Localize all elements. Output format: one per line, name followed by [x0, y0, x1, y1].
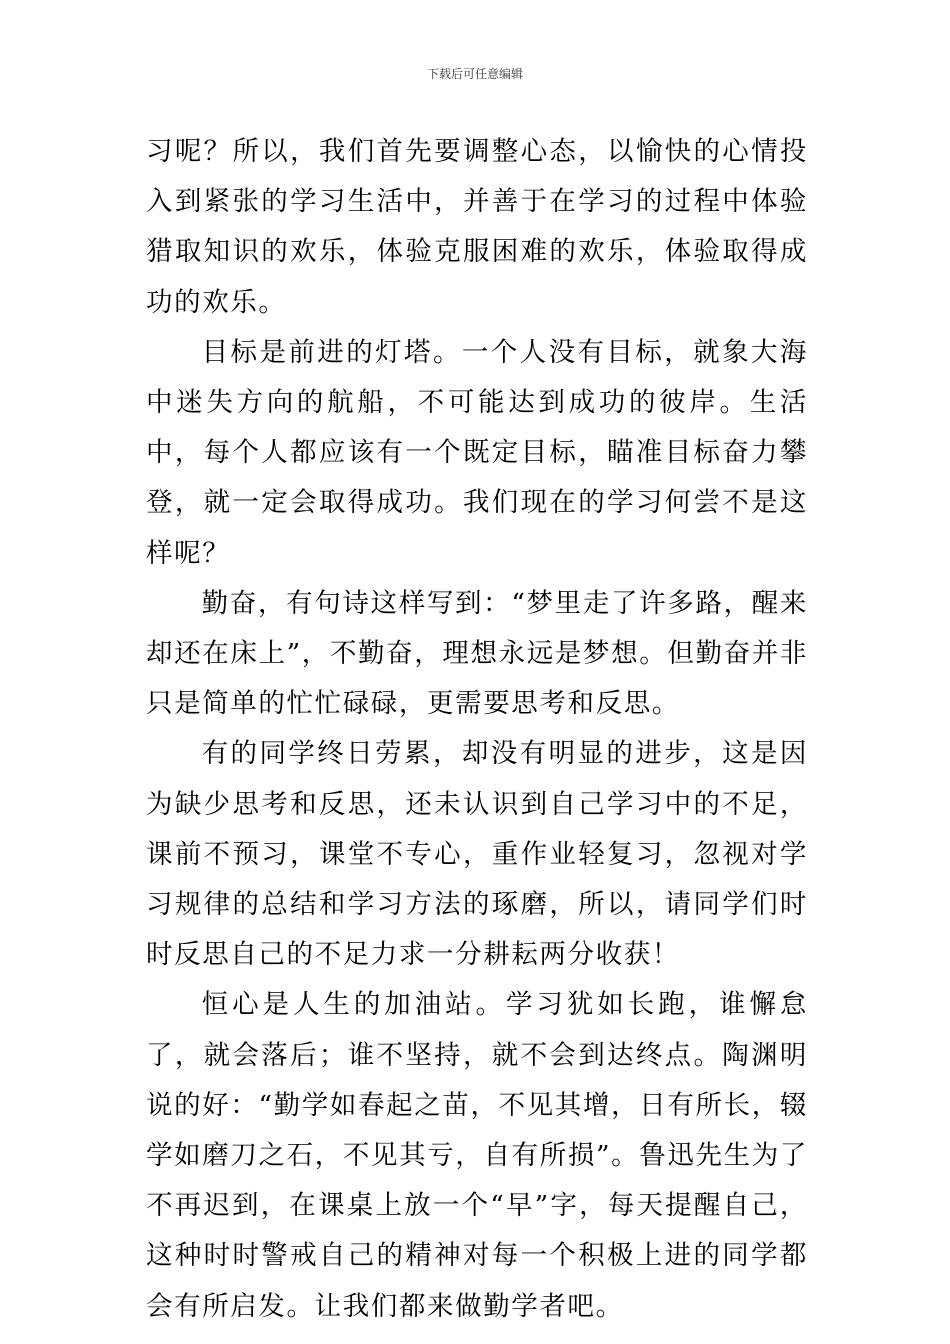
document-body	[146, 127, 808, 1332]
paragraph-continuation: 习呢？所以，我们首先要调整心态，以愉快的心情投入到紧张的学习生活中，并善于在学习的过程中体验猎取知识的欢乐，体验克服困难的欢乐，体验取得成功的欢乐。	[146, 136, 808, 318]
paragraph-goal: 目标是前进的灯塔。一个人没有目标，就象大海中迷失方向的航船，不可能达到成功的彼岸。生活中，每个人都应该有一个既定目标，瞄准目标奋力攀登，就一定会取得成功。我们现在的学习何尝不是这样呢？	[146, 336, 808, 569]
paragraph-perseverance: 恒心是人生的加油站。学习犹如长跑，谁懈怠了，就会落后；谁不坚持，就不会到达终点。陶渊明说的好：“勤学如春起之苗，不见其增，日有所长，辍学如磨刀之石，不见其亏，自有所损”。鲁迅先生为了不再迟到，在课桌上放一个“早”字，每天提醒自己，这种时时警戒自己的精神对每一个积极上进的同学都会有所启发。让我们都来做勤学者吧。	[146, 989, 808, 1322]
paragraph-diligence: 勤奋，有句诗这样写到：“梦里走了许多路，醒来却还在床上”，不勤奋，理想永远是梦想。但勤奋并非只是简单的忙忙碌碌，更需要思考和反思。	[146, 587, 808, 720]
page-header-note: 下载后可任意编辑	[426, 67, 523, 81]
paragraph-reflection: 有的同学终日劳累，却没有明显的进步，这是因为缺少思考和反思，还未认识到自己学习中的不足，课前不预习，课堂不专心，重作业轻复习，忽视对学习规律的总结和学习方法的琢磨，所以，请同学们时时反思自己的不足力求一分耕耘两分收获！	[146, 738, 808, 971]
